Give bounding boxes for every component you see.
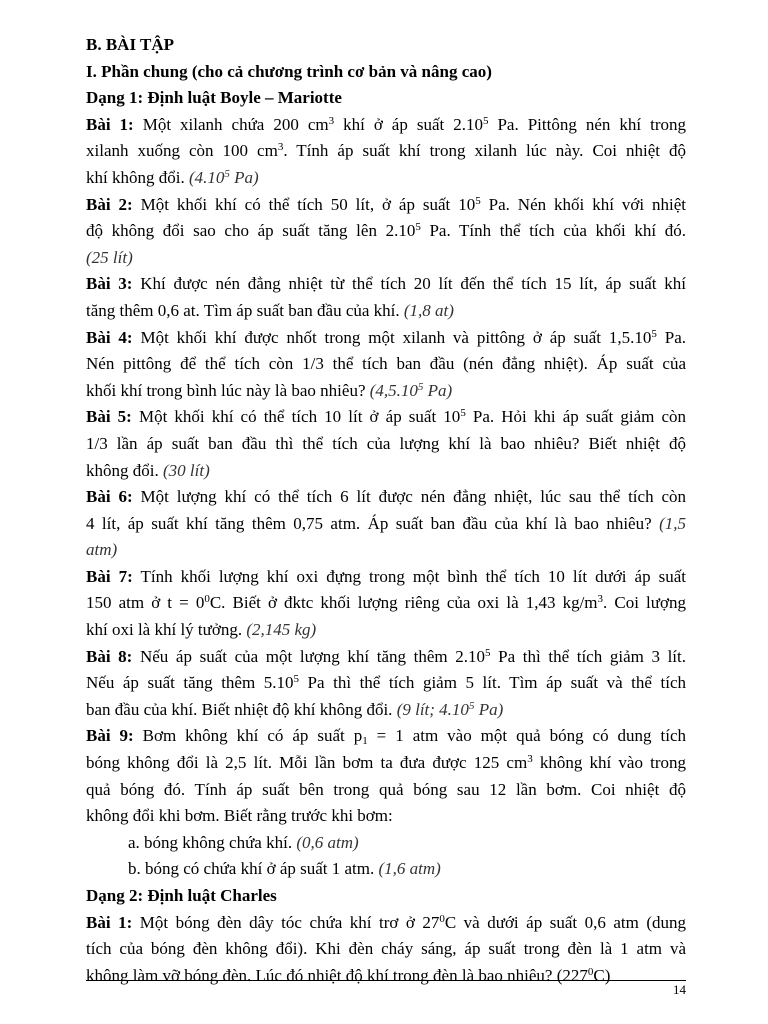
answer: (25 lít)	[86, 247, 133, 267]
answer: (2,145 kg)	[246, 620, 317, 640]
section-title: B. BÀI TẬP	[86, 35, 175, 54]
exercise-label: Bài 7:	[86, 566, 133, 586]
part-title: I. Phần chung (cho cả chương trình cơ bản và nâng cao)	[86, 61, 492, 81]
answer: (0,6 atm)	[296, 832, 359, 852]
exercise-label: Bài 5:	[86, 407, 132, 427]
answer: (4,5.10$^5$ Pa)	[369, 380, 453, 400]
exercise-label: Bài 2:	[86, 194, 133, 214]
exercise-6-line-1: Bài 6: Một lượng khí có thể tích 6 lít được nén đẳng nhiệt, lúc sau thể tích còn	[86, 487, 687, 507]
exercise-6-line-2: 4 lít, áp suất khí tăng thêm 0,75 atm. Áp suất ban đầu của khí là bao nhiêu? (1,5	[86, 513, 686, 533]
exercise-label: Bài 1:	[86, 114, 134, 134]
exercise-label: Bài 4:	[86, 327, 133, 347]
exercise-8-line-1: Bài 8: Nếu áp suất của một lượng khí tăng thêm 2.10$^5$ Pa thì thể tích giảm 3 lít.	[86, 646, 686, 666]
footer-rule	[86, 980, 686, 981]
exercise-9-option-b: b. bóng có chứa khí ở áp suất 1 atm. (1,6 atm)	[128, 859, 441, 879]
exercise-5-line-2: 1/3 lần áp suất ban đầu thì thể tích của lượng khí là bao nhiêu? Biết nhiệt độ	[86, 433, 686, 453]
answer: (1,6 atm)	[378, 859, 441, 879]
exercise-5-line-3: không đổi. (30 lít)	[86, 460, 210, 480]
exercise-9-line-3: quả bóng đó. Tính áp suất bên trong quả bóng sau 12 lần bơm. Coi nhiệt độ	[86, 779, 686, 799]
exercise-9-option-a: a. bóng không chứa khí. (0,6 atm)	[128, 832, 359, 852]
exercise-2-line-3	[86, 245, 686, 272]
exercise-3-line-2: tăng thêm 0,6 at. Tìm áp suất ban đầu của khí. (1,8 at)	[86, 300, 454, 320]
dang1-title: Dạng 1: Định luật Boyle – Mariotte	[86, 88, 342, 108]
exercise-4-line-3: khối khí trong bình lúc này là bao nhiêu? (4,5.10$^5$ Pa)	[86, 380, 453, 400]
exercise-9-line-2: bóng không đổi là 2,5 lít. Mỗi lần bơm ta đưa được 125 $cm^3$ không khí vào trong	[86, 753, 687, 773]
charles-exercise-1-line-3: không làm vỡ bóng đèn. Lúc đó nhiệt độ khí trong đèn là bao nhiêu? $(227^0C)$	[86, 965, 611, 985]
exercise-1-line-1: Bài 1: Một xilanh chứa 200 $cm^3$ khí ở áp suất 2.10$^5$ Pa. Pittông nén khí trong	[86, 114, 686, 134]
exercise-9-line-4: không đổi khi bơm. Biết rằng trước khi bơm:	[86, 806, 393, 826]
exercise-7-line-2: 150 atm ở $t = 0^0C$. Biết ở đktc khối lượng riêng của oxi là 1,43 $kg/m^3$. Coi lượng	[86, 593, 686, 613]
exercise-9-line-1: Bài 9: Bơm không khí có áp suất $p_1 = 1$ atm vào một quả bóng có dung tích	[86, 726, 687, 748]
exercise-1-line-2: xilanh xuống còn 100 $cm^3$. Tính áp suất khí trong xilanh lúc này. Coi nhiệt độ	[86, 141, 687, 161]
exercise-4-line-2: Nén pittông để thể tích còn 1/3 thể tích ban đầu (nén đẳng nhiệt). Áp suất của	[86, 354, 686, 374]
answer: (30 lít)	[162, 460, 210, 480]
page-number: 14	[673, 982, 686, 997]
dang2-title: Dạng 2: Định luật Charles	[86, 886, 277, 905]
exercise-3-line-1: Bài 3: Khí được nén đẳng nhiệt từ thể tích 20 lít đến thể tích 15 lít, áp suất khí	[86, 274, 687, 294]
answer: (1,5	[659, 513, 686, 533]
exercise-label: Bài 9:	[86, 726, 134, 746]
exercise-label: Bài 6:	[86, 487, 133, 507]
exercise-7-line-1: Bài 7: Tính khối lượng khí oxi đựng trong một bình thể tích 10 lít dưới áp suất	[86, 566, 686, 586]
exercise-4-line-1: Bài 4: Một khối khí được nhốt trong một xilanh và pittông ở áp suất 1,5.10$^5$ Pa.	[86, 327, 687, 347]
exercise-label: Bài 8:	[86, 646, 133, 666]
exercise-1-line-3: khí không đổi. (4.10$^5$ Pa)	[86, 167, 259, 187]
exercise-label: Bài 1:	[86, 912, 133, 932]
exercise-6-line-3	[86, 537, 686, 564]
exercise-8-line-2: Nếu áp suất tăng thêm 5.10$^5$ Pa thì thể tích giảm 5 lít. Tìm áp suất và thể tích	[86, 673, 686, 693]
charles-exercise-1-line-2: tích của bóng đèn không đổi). Khi đèn cháy sáng, áp suất trong đèn là 1 atm và	[86, 939, 686, 959]
answer-continued: atm)	[86, 540, 118, 560]
answer: (1,8 at)	[403, 300, 454, 320]
exercise-7-line-3: khí oxi là khí lý tưởng. (2,145 kg)	[86, 620, 317, 640]
answer: (4.10$^5$ Pa)	[188, 167, 259, 187]
exercise-8-line-3: ban đầu của khí. Biết nhiệt độ khí không đổi. (9 lít; 4.10$^5$ Pa)	[86, 699, 504, 719]
exercise-label: Bài 3:	[86, 274, 133, 294]
exercise-2-line-2: độ không đổi sao cho áp suất tăng lên 2.10$^5$ Pa. Tính thể tích của khối khí đó.	[86, 221, 686, 241]
exercise-5-line-1: Bài 5: Một khối khí có thể tích 10 lít ở áp suất $10^5$ Pa. Hỏi khi áp suất giảm còn	[86, 407, 686, 427]
charles-exercise-1-line-1: Bài 1: Một bóng đèn dây tóc chứa khí trơ ở $27^0C$ và dưới áp suất 0,6 atm (dung	[86, 912, 686, 932]
document-page	[86, 32, 686, 989]
answer: (9 lít; 4.10$^5$ Pa)	[396, 699, 504, 719]
exercise-2-line-1: Bài 2: Một khối khí có thể tích 50 lít, ở áp suất $10^5$ Pa. Nén khối khí với nhiệt	[86, 194, 686, 214]
